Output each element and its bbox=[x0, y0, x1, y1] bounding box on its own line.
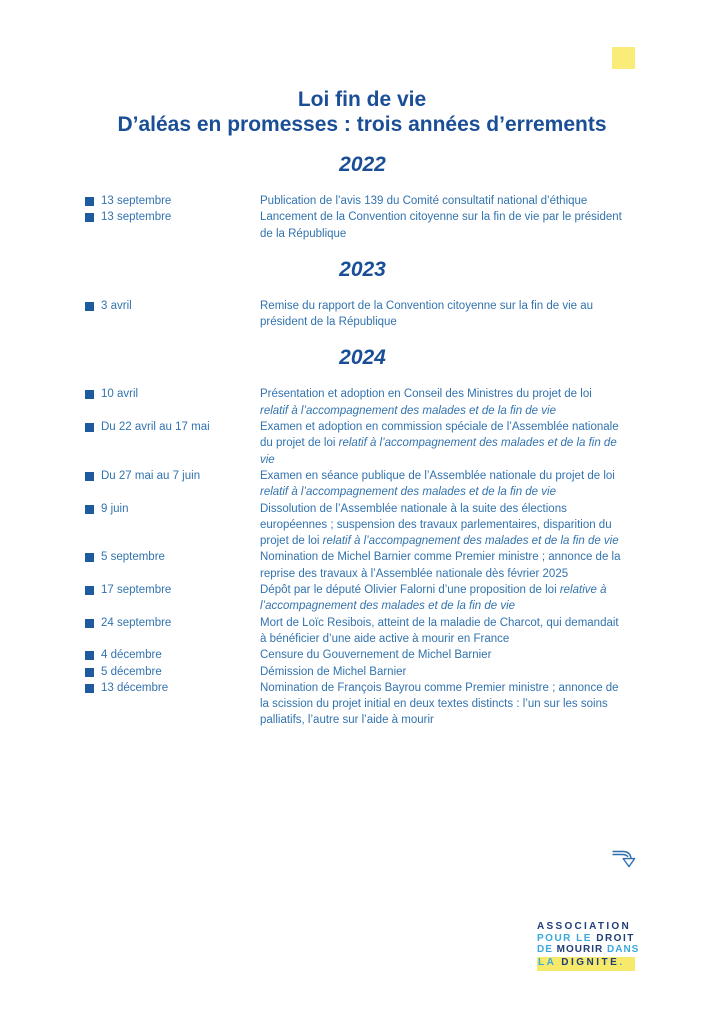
entry-date: 17 septembre bbox=[101, 584, 172, 597]
logo-line bbox=[537, 933, 635, 945]
entry-date: 9 juin bbox=[101, 502, 129, 515]
square-bullet-icon bbox=[85, 684, 94, 693]
logo-word: LA bbox=[538, 956, 562, 968]
logo-word: ASSOCIATION bbox=[537, 921, 632, 932]
description-segment: Examen et adoption en commission spéciale de l’Assemblée nationale du projet de loi bbox=[260, 421, 619, 450]
entry-date: 13 septembre bbox=[101, 195, 172, 207]
logo-word: DROIT bbox=[596, 932, 635, 944]
description-segment: Nomination de François Bayrou comme Premier ministre ; annonce de la scission du projet initial en deux textes distincts : l’un sur les soins palliatifs, l’autre sur l’aide à mourir bbox=[260, 681, 619, 727]
entry-date-cell bbox=[85, 615, 260, 648]
timeline-entry bbox=[85, 664, 640, 680]
description-segment: Démission de Michel Barnier bbox=[260, 665, 407, 678]
entry-date: 10 avril bbox=[101, 388, 139, 401]
entry-description bbox=[260, 647, 622, 663]
square-bullet-icon bbox=[85, 668, 94, 677]
description-segment: Mort de Loïc Resibois, atteint de la maladie de Charcot, qui demandait à bénéficier d’une aide active à mourir en France bbox=[260, 616, 619, 645]
entry-date-cell bbox=[85, 549, 260, 582]
entry-description bbox=[260, 664, 622, 680]
description-segment: relatif à l’accompagnement des malades et de la fin de vie bbox=[260, 486, 556, 499]
timeline-entry bbox=[85, 582, 640, 615]
year-heading: 2023 bbox=[339, 257, 386, 281]
timeline-entry bbox=[85, 209, 640, 242]
entry-list bbox=[85, 193, 640, 242]
description-segment: relatif à l’accompagnement des malades et de la fin de vie bbox=[260, 404, 556, 417]
year-section bbox=[85, 152, 640, 242]
logo-line bbox=[537, 957, 635, 972]
entry-description bbox=[260, 615, 622, 648]
entry-date: 13 décembre bbox=[101, 681, 169, 694]
square-bullet-icon bbox=[85, 651, 94, 660]
description-segment: Présentation et adoption en Conseil des Ministres du projet de loi bbox=[260, 388, 592, 401]
entry-date-cell bbox=[85, 386, 260, 419]
square-bullet-icon bbox=[85, 197, 94, 206]
logo-word: MOURIR bbox=[556, 944, 608, 955]
square-bullet-icon bbox=[85, 553, 94, 562]
entry-description bbox=[260, 680, 622, 729]
entry-date-cell bbox=[85, 501, 260, 550]
description-segment: Nomination de Michel Barnier comme Premier ministre ; annonce de la reprise des travaux à l’Assemblée nationale dès février 2025 bbox=[260, 551, 621, 580]
square-bullet-icon bbox=[85, 213, 94, 222]
entry-date-cell bbox=[85, 209, 260, 242]
entry-date: 5 décembre bbox=[101, 665, 162, 678]
logo-line bbox=[537, 921, 635, 933]
entry-date-cell bbox=[85, 647, 260, 663]
entry-list bbox=[85, 298, 640, 331]
description-segment: Examen en séance publique de l’Assemblée nationale du projet de loi bbox=[260, 469, 615, 482]
timeline-entry bbox=[85, 549, 640, 582]
year-heading: 2022 bbox=[339, 153, 386, 176]
logo-line bbox=[537, 944, 640, 956]
timeline-entry bbox=[85, 386, 640, 419]
year-section bbox=[85, 345, 640, 728]
description-segment: Remise du rapport de la Convention citoyenne sur la fin de vie au président de la République bbox=[260, 299, 594, 329]
description-segment: Dépôt par le député Olivier Falorni d’une proposition de loi bbox=[260, 584, 560, 597]
entry-description bbox=[260, 549, 622, 582]
entry-description bbox=[260, 193, 622, 209]
admd-logo bbox=[537, 921, 640, 971]
entry-date-cell bbox=[85, 298, 260, 331]
yellow-corner-marker bbox=[612, 47, 635, 69]
entry-date: 5 septembre bbox=[101, 551, 165, 564]
timeline bbox=[85, 152, 640, 729]
square-bullet-icon bbox=[85, 302, 94, 311]
entry-date-cell bbox=[85, 193, 260, 209]
title-line-2: D’aléas en promesses : trois années d’errements bbox=[117, 113, 607, 136]
entry-description bbox=[260, 419, 622, 468]
timeline-entry bbox=[85, 468, 640, 501]
logo-word: DE bbox=[537, 944, 557, 955]
timeline-entry bbox=[85, 615, 640, 648]
entry-date-cell bbox=[85, 582, 260, 615]
timeline-entry bbox=[85, 647, 640, 663]
entry-description bbox=[260, 386, 622, 419]
description-segment: Publication de l’avis 139 du Comité consultatif national d’éthique bbox=[260, 195, 588, 207]
entry-date-cell bbox=[85, 680, 260, 729]
description-segment: Dissolution de l’Assemblée nationale à la suite des élections européennes ; suspension des travaux parlementaires, disparition du projet de loi bbox=[260, 502, 612, 548]
square-bullet-icon bbox=[85, 423, 94, 432]
square-bullet-icon bbox=[85, 505, 94, 514]
square-bullet-icon bbox=[85, 619, 94, 628]
entry-description bbox=[260, 468, 622, 501]
description-segment: relatif à l’accompagnement des malades et de la fin de vie bbox=[322, 535, 619, 548]
logo-word: DIGNITE bbox=[561, 956, 620, 968]
timeline-entry bbox=[85, 680, 640, 729]
entry-date: 24 septembre bbox=[101, 616, 172, 629]
description-segment: relative à l’accompagnement des malades et de la fin de vie bbox=[260, 584, 607, 613]
entry-description bbox=[260, 501, 622, 550]
entry-description bbox=[260, 298, 622, 331]
timeline-entry bbox=[85, 419, 640, 468]
entry-list bbox=[85, 386, 640, 728]
title-line-1: Loi fin de vie bbox=[297, 88, 427, 111]
description-segment: Censure du Gouvernement de Michel Barnier bbox=[260, 649, 492, 662]
entry-date: 3 avril bbox=[101, 299, 132, 312]
square-bullet-icon bbox=[85, 586, 94, 595]
year-heading: 2024 bbox=[339, 346, 386, 370]
description-segment: Lancement de la Convention citoyenne sur la fin de vie par le président de la République bbox=[260, 211, 622, 240]
square-bullet-icon bbox=[85, 390, 94, 399]
entry-date: 13 septembre bbox=[101, 211, 172, 224]
entry-date: Du 27 mai au 7 juin bbox=[101, 469, 201, 482]
entry-description bbox=[260, 582, 622, 615]
logo-word: POUR LE bbox=[537, 932, 597, 944]
entry-date-cell bbox=[85, 664, 260, 680]
year-section bbox=[85, 257, 640, 331]
entry-date-cell bbox=[85, 419, 260, 468]
timeline-entry bbox=[85, 193, 640, 209]
logo-word: DANS bbox=[607, 944, 640, 955]
entry-date: 4 décembre bbox=[101, 649, 162, 662]
entry-date-cell bbox=[85, 468, 260, 501]
entry-date: Du 22 avril au 17 mai bbox=[101, 421, 210, 434]
description-segment: relatif à l’accompagnement des malades et de la fin de vie bbox=[260, 437, 617, 466]
logo-word: . bbox=[619, 956, 625, 968]
entry-description bbox=[260, 209, 622, 242]
timeline-entry bbox=[85, 501, 640, 550]
page-continuation-arrow-icon bbox=[610, 846, 637, 869]
timeline-entry bbox=[85, 298, 640, 331]
square-bullet-icon bbox=[85, 472, 94, 481]
